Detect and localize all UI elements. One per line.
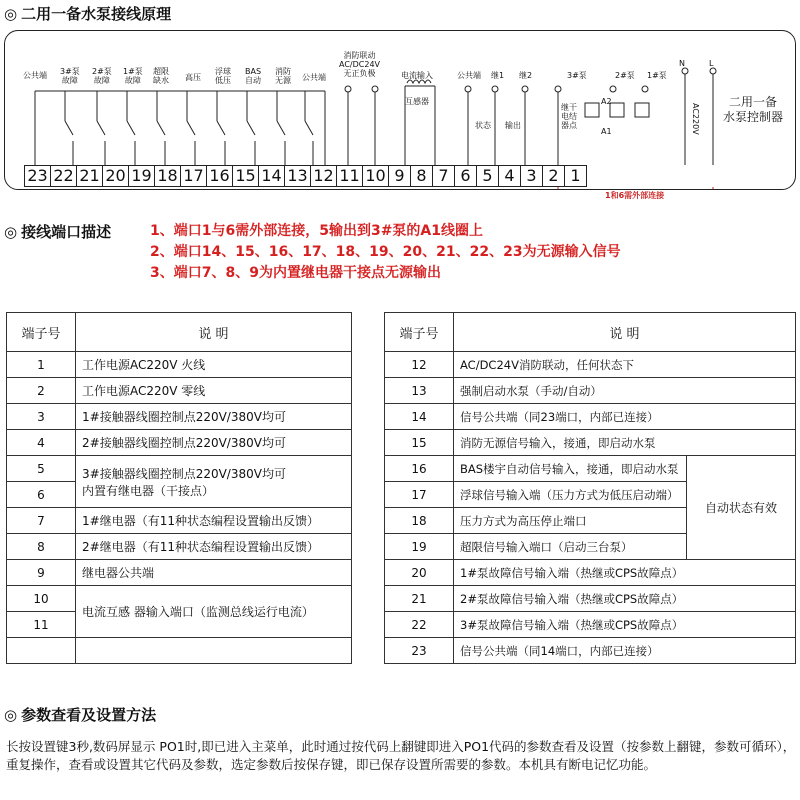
terminal-5: 5 xyxy=(476,165,499,187)
terminal-14: 14 xyxy=(258,165,285,187)
terminal-row xyxy=(25,165,587,187)
terminal-4: 4 xyxy=(498,165,521,187)
terminal-desc: BAS楼宇自动信号输入，接通，即启动水泵 xyxy=(454,456,687,482)
switch-line xyxy=(65,121,73,135)
terminal-19: 19 xyxy=(128,165,155,187)
table-row xyxy=(7,352,352,378)
terminal-desc: 1#接触器线圈控制点220V/380V均可 xyxy=(76,404,352,430)
note-3: 3、端口7、8、9为内置继电器干接点无源输出 xyxy=(150,265,441,281)
label-pump2-fault: 2#泵 故障 xyxy=(92,67,112,85)
label-current-input: 电流输入 xyxy=(401,71,433,80)
table-row xyxy=(7,586,352,612)
table-row xyxy=(7,508,352,534)
terminal-9: 9 xyxy=(388,165,411,187)
table-row xyxy=(7,430,352,456)
terminal-num: 18 xyxy=(385,508,454,534)
table-row xyxy=(385,456,796,482)
terminal-8: 8 xyxy=(410,165,433,187)
label-relay2: 继2 xyxy=(519,71,533,80)
label-output: 输出 xyxy=(505,121,521,130)
terminal-1: 1 xyxy=(564,165,587,187)
terminal-num: 5 xyxy=(7,456,76,482)
terminal-num: 22 xyxy=(385,612,454,638)
terminal-num: 6 xyxy=(7,482,76,508)
terminal-num: 11 xyxy=(7,612,76,638)
ring-icon: ◎ xyxy=(4,706,18,724)
table-row xyxy=(385,560,796,586)
table-row xyxy=(7,534,352,560)
note-2: 2、端口14、15、16、17、18、19、20、21、22、23为无源输入信号 xyxy=(150,244,621,260)
label-relay1: 继1 xyxy=(491,71,505,80)
terminal-num: 16 xyxy=(385,456,454,482)
label-a2: A2 xyxy=(601,97,612,106)
table-row xyxy=(7,404,352,430)
terminal-16: 16 xyxy=(206,165,233,187)
terminal-desc xyxy=(76,456,352,508)
terminal-20: 20 xyxy=(102,165,129,187)
label-common-right: 公共端 xyxy=(302,73,326,82)
header-num: 端子号 xyxy=(385,313,454,352)
table-row xyxy=(7,456,352,482)
terminal-num: 7 xyxy=(7,508,76,534)
label-pump2: 2#泵 xyxy=(615,71,635,80)
header-desc: 说 明 xyxy=(76,313,352,352)
terminal-num: 12 xyxy=(385,352,454,378)
terminal-3: 3 xyxy=(520,165,543,187)
desc-line: 3#接触器线圈控制点220V/380V均可 xyxy=(82,466,286,481)
desc-line: 内置有继电器（干接点） xyxy=(82,483,215,498)
terminal-table-left xyxy=(6,312,352,664)
terminal-18: 18 xyxy=(154,165,181,187)
label-pump1: 1#泵 xyxy=(647,71,667,80)
header-desc: 说 明 xyxy=(454,313,796,352)
terminal-17: 17 xyxy=(180,165,207,187)
terminal-desc: 1#泵故障信号输入端（热继或CPS故障点） xyxy=(454,560,796,586)
label-common-relay: 公共端 xyxy=(457,71,481,80)
label-ac220v: AC220V xyxy=(691,103,700,135)
terminal-num: 15 xyxy=(385,430,454,456)
table-row xyxy=(385,586,796,612)
wiring-diagram xyxy=(4,30,796,200)
label-pump3-fault: 3#泵 故障 xyxy=(60,67,80,85)
terminal-num: 13 xyxy=(385,378,454,404)
label-bas-auto: BAS 自动 xyxy=(245,67,262,85)
note-1: 1、端口1与6需外部连接，5输出到3#泵的A1线圈上 xyxy=(150,223,484,239)
table-row xyxy=(385,378,796,404)
switch-line xyxy=(217,121,225,135)
terminal-11: 11 xyxy=(336,165,363,187)
terminal-2: 2 xyxy=(542,165,565,187)
terminal-desc: 信号公共端（同14端口，内部已连接） xyxy=(454,638,796,664)
label-state: 状态 xyxy=(475,121,491,130)
table-row xyxy=(385,430,796,456)
terminal-num: 1 xyxy=(7,352,76,378)
terminal-desc: AC/DC24V消防联动，任何状态下 xyxy=(454,352,796,378)
label-common-left: 公共端 xyxy=(23,71,47,80)
table-row xyxy=(385,352,796,378)
switch-line xyxy=(97,121,105,135)
table-row xyxy=(385,404,796,430)
terminal-num: 21 xyxy=(385,586,454,612)
terminal-desc: 超限信号输入端口（启动三台泵） xyxy=(454,534,687,560)
terminal-desc: 消防无源信号输入，接通，即启动水泵 xyxy=(454,430,796,456)
terminal-15: 15 xyxy=(232,165,259,187)
section3-title: ◎ 参数查看及设置方法 xyxy=(4,706,157,724)
terminal-desc: 1#继电器（有11种状态编程设置输出反馈） xyxy=(76,508,352,534)
header-num: 端子号 xyxy=(7,313,76,352)
terminal-desc: 强制启动水泵（手动/自动） xyxy=(454,378,796,404)
label-overlimit: 超限 缺水 xyxy=(153,67,169,85)
label-l: L xyxy=(709,59,714,68)
label-fire-dry: 消防 无源 xyxy=(275,67,291,85)
terminal-num: 14 xyxy=(385,404,454,430)
ring-icon: ◎ xyxy=(4,5,18,23)
terminal-num: 10 xyxy=(7,586,76,612)
table-row xyxy=(385,612,796,638)
section2-title: ◎ 接线端口描述 xyxy=(4,223,112,241)
switch-line xyxy=(127,121,135,135)
terminal-desc: 信号公共端（同23端口，内部已连接） xyxy=(454,404,796,430)
label-controller: 二用一备 水泵控制器 xyxy=(723,95,784,124)
label-relay-dry: 继干 电结 器点 xyxy=(561,103,577,130)
label-n: N xyxy=(679,59,685,68)
label-transformer: 互感器 xyxy=(405,97,429,106)
terminal-table-right xyxy=(384,312,796,664)
auto-state-note: 自动状态有效 xyxy=(687,456,796,560)
terminal-22: 22 xyxy=(50,165,77,187)
terminal-num: 3 xyxy=(7,404,76,430)
terminal-desc: 3#泵故障信号输入端（热继或CPS故障点） xyxy=(454,612,796,638)
table-row xyxy=(7,378,352,404)
terminal-desc: 浮球信号输入端（压力方式为低压启动端） xyxy=(454,482,687,508)
switch-line xyxy=(247,121,255,135)
terminal-23: 23 xyxy=(24,165,51,187)
terminal-6: 6 xyxy=(454,165,477,187)
terminal-7: 7 xyxy=(432,165,455,187)
terminal-num: 17 xyxy=(385,482,454,508)
label-pump1-fault: 1#泵 故障 xyxy=(123,67,143,85)
terminal-num: 4 xyxy=(7,430,76,456)
label-a1: A1 xyxy=(601,127,612,136)
terminal-num: 2 xyxy=(7,378,76,404)
table-row xyxy=(385,638,796,664)
terminal-10: 10 xyxy=(362,165,389,187)
switch-line xyxy=(187,121,195,135)
terminal-num: 19 xyxy=(385,534,454,560)
settings-paragraph: 长按设置键3秒,数码屏显示 PO1时,即已进入主菜单，此时通过按代码上翻键即进入PO1代码的参数查看及设置（按参数上翻键，参数可循环），重复操作，查看或设置其它代码及参数，选定参数后按保存键，即已保存设置所需要的参数。本机具有断电记忆功能。 xyxy=(6,739,796,772)
label-float-low: 浮球 低压 xyxy=(215,67,231,85)
terminal-desc: 工作电源AC220V 零线 xyxy=(76,378,352,404)
terminal-num xyxy=(7,638,76,664)
table-row xyxy=(7,638,352,664)
terminal-21: 21 xyxy=(76,165,103,187)
terminal-13: 13 xyxy=(284,165,311,187)
terminal-num: 20 xyxy=(385,560,454,586)
terminal-num: 8 xyxy=(7,534,76,560)
terminal-desc: 2#泵故障信号输入端（热继或CPS故障点） xyxy=(454,586,796,612)
terminal-desc xyxy=(76,638,352,664)
terminal-desc: 电流互感 器输入端口（监测总线运行电流） xyxy=(76,586,352,638)
switch-line xyxy=(305,121,313,135)
terminal-desc: 工作电源AC220V 火线 xyxy=(76,352,352,378)
switch-line xyxy=(277,121,285,135)
table-row xyxy=(7,560,352,586)
label-pump3: 3#泵 xyxy=(567,71,587,80)
terminal-num: 23 xyxy=(385,638,454,664)
section1-title: ◎ 二用一备水泵接线原理 xyxy=(4,5,172,23)
label-high-pressure: 高压 xyxy=(185,73,201,82)
terminal-desc: 2#继电器（有11种状态编程设置输出反馈） xyxy=(76,534,352,560)
label-link-note: 1和6需外部连接 xyxy=(605,191,665,200)
terminal-num: 9 xyxy=(7,560,76,586)
terminal-desc: 2#接触器线圈控制点220V/380V均可 xyxy=(76,430,352,456)
terminal-desc: 继电器公共端 xyxy=(76,560,352,586)
label-fire-link: 消防联动 AC/DC24V 无正负极 xyxy=(339,51,381,78)
port-notes xyxy=(150,221,621,284)
terminal-12: 12 xyxy=(310,165,337,187)
switch-line xyxy=(157,121,165,135)
ring-icon: ◎ xyxy=(4,223,18,241)
terminal-desc: 压力方式为高压停止端口 xyxy=(454,508,687,534)
